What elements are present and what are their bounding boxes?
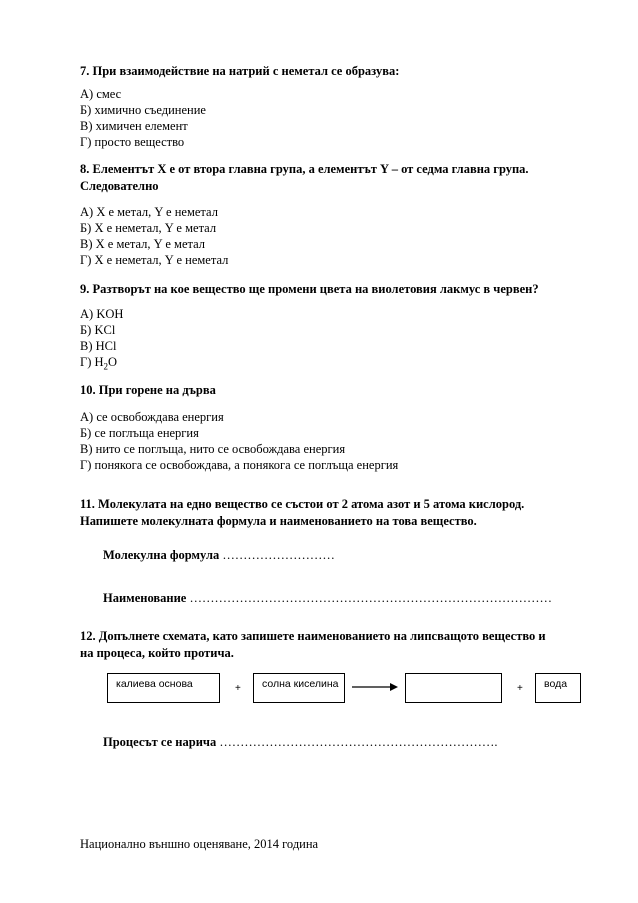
- q9-option-a: А) KOH: [80, 307, 124, 321]
- question-9-title: 9. Разтворът на кое вещество ще промени цвета на виолетовия лакмус в червен?: [80, 282, 539, 296]
- q8-option-d: Г) X е неметал, Y е неметал: [80, 253, 229, 267]
- q9-option-b: Б) KCl: [80, 323, 116, 337]
- reaction-arrow-icon: [352, 682, 398, 692]
- process-name-label: Процесът се нарича: [103, 735, 217, 749]
- q7-option-a: А) смес: [80, 87, 122, 101]
- scheme-plus-2: +: [517, 683, 523, 694]
- q9-option-d-prefix: Г) H: [80, 355, 104, 369]
- question-8-title-line1: 8. Елементът X е от втора главна група, а елементът Y – от седма главна група.: [80, 162, 529, 176]
- molecular-formula-label: Молекулна формула: [103, 548, 220, 562]
- q9-option-d: [80, 355, 117, 375]
- q9-option-d-subscript: 2: [103, 361, 109, 372]
- scheme-box-missing-product[interactable]: [405, 673, 502, 703]
- q10-option-c: В) нито се поглъща, нито се освобождава енергия: [80, 442, 346, 456]
- q10-option-d: Г) понякога се освобождава, а понякога се поглъща енергия: [80, 458, 399, 472]
- q9-option-c: В) HCl: [80, 339, 117, 353]
- question-12-title-line2: на процеса, който протича.: [80, 646, 234, 660]
- substance-name-field[interactable]: [103, 591, 552, 606]
- q7-option-d: Г) просто вещество: [80, 135, 185, 149]
- q8-option-a: А) X е метал, Y е неметал: [80, 205, 218, 219]
- question-10-title: 10. При горене на дърва: [80, 383, 216, 397]
- q7-option-c: В) химичен елемент: [80, 119, 188, 133]
- process-name-field[interactable]: [103, 735, 497, 750]
- question-11-title-line1: 11. Молекулата на едно вещество се състои от 2 атома азот и 5 атома кислород.: [80, 497, 525, 511]
- process-name-blank[interactable]: ………………………………………………………….: [219, 735, 498, 749]
- q8-option-b: Б) X е неметал, Y е метал: [80, 221, 217, 235]
- scheme-box-base: [107, 673, 220, 703]
- question-11-title-line2: Напишете молекулната формула и наименованието на това вещество.: [80, 514, 477, 528]
- question-7-title: 7. При взаимодействие на натрий с неметал се образува:: [80, 64, 400, 78]
- scheme-box-water-label: вода: [544, 678, 568, 690]
- q7-option-b: Б) химично съединение: [80, 103, 206, 117]
- molecular-formula-field[interactable]: [103, 548, 335, 563]
- scheme-box-acid: [253, 673, 345, 703]
- page-footer: Национално външно оценяване, 2014 година: [80, 837, 319, 851]
- molecular-formula-blank[interactable]: ………………………: [222, 548, 335, 562]
- scheme-box-base-label: калиева основа: [116, 678, 193, 690]
- q8-option-c: В) X е метал, Y е метал: [80, 237, 205, 251]
- substance-name-blank[interactable]: ……………………………………………………………………………: [189, 591, 552, 605]
- scheme-box-water: [535, 673, 581, 703]
- scheme-plus-1: +: [235, 683, 241, 694]
- question-12-title-line1: 12. Допълнете схемата, като запишете наименованието на липсващото вещество и: [80, 629, 546, 643]
- q10-option-b: Б) се поглъща енергия: [80, 426, 199, 440]
- scheme-box-acid-label: солна киселина: [262, 678, 339, 690]
- substance-name-label: Наименование: [103, 591, 187, 605]
- q10-option-a: А) се освобождава енергия: [80, 410, 224, 424]
- q9-option-d-suffix: O: [108, 355, 118, 369]
- question-8-title-line2: Следователно: [80, 179, 159, 193]
